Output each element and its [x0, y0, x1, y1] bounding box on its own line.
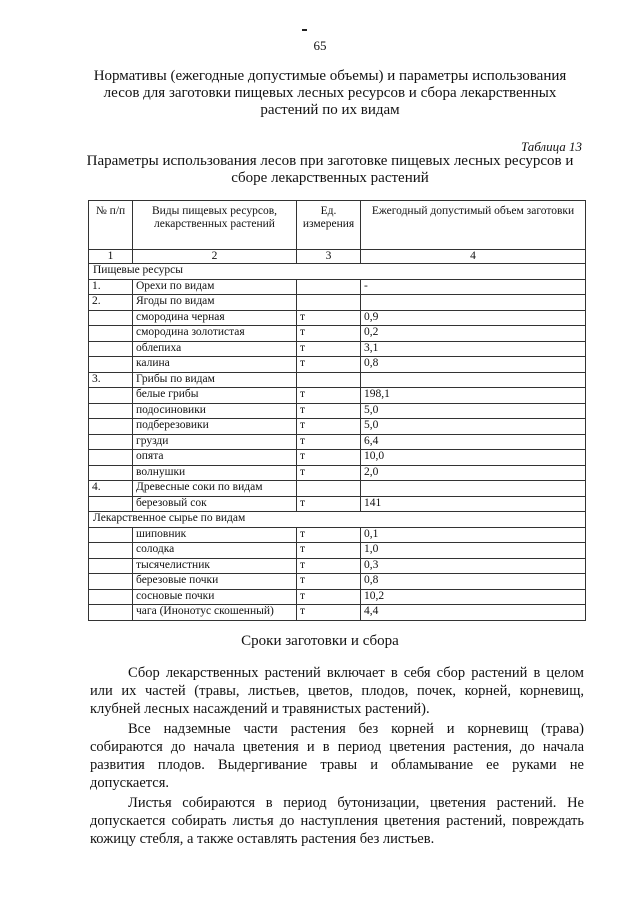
resource-name-cell: тысячелистник [133, 558, 297, 574]
resource-name-cell: березовый сок [133, 496, 297, 512]
table-row [89, 357, 586, 373]
column-number-cell: 3 [297, 250, 361, 264]
resource-name-cell: калина [133, 357, 297, 373]
section-title: Сроки заготовки и сбора [241, 633, 399, 649]
resource-name-cell: сосновые почки [133, 589, 297, 605]
resource-name-cell: солодка [133, 543, 297, 559]
resource-name-cell: облепиха [133, 341, 297, 357]
row-number-cell [89, 310, 133, 326]
table-header-row [89, 201, 586, 250]
allowed-volume-cell: 10,0 [361, 450, 586, 466]
resource-name-cell: Ягоды по видам [133, 295, 297, 311]
table-row [89, 481, 586, 497]
table-row [89, 341, 586, 357]
allowed-volume-cell: 0,3 [361, 558, 586, 574]
resource-name-cell: Орехи по видам [133, 279, 297, 295]
table-row [89, 465, 586, 481]
unit-cell: т [297, 558, 361, 574]
unit-cell: т [297, 574, 361, 590]
unit-cell [297, 279, 361, 295]
row-number-cell [89, 527, 133, 543]
unit-cell: т [297, 310, 361, 326]
table-title: Параметры использования лесов при заготовке пищевых лесных ресурсов и сборе лекарственных растений [86, 153, 574, 186]
resource-name-cell: волнушки [133, 465, 297, 481]
paragraph: Все надземные части растения без корней и корневищ (трава) собираются до начала цветения и в период цветения растения, до начала развития плодов. Выдергивание травы и обламывание ее руками не допускается. [90, 721, 584, 791]
row-number-cell [89, 589, 133, 605]
group-label: Пищевые ресурсы [89, 264, 586, 280]
row-number-cell: 1. [89, 279, 133, 295]
row-number-cell [89, 450, 133, 466]
unit-cell: т [297, 326, 361, 342]
table-row [89, 403, 586, 419]
unit-cell [297, 481, 361, 497]
header-cell: Ежегодный допустимый объем заготовки [361, 201, 586, 250]
resource-name-cell: березовые почки [133, 574, 297, 590]
allowed-volume-cell: 5,0 [361, 403, 586, 419]
table-row [89, 419, 586, 435]
table-row [89, 310, 586, 326]
table-row [89, 434, 586, 450]
allowed-volume-cell: 2,0 [361, 465, 586, 481]
paragraph: Листья собираются в период бутонизации, цветения растений. Не допускается собирать листья до наступления цветения растений, повреждать кожицу стебля, а также оставлять растения без листьев. [90, 795, 584, 847]
row-number-cell [89, 465, 133, 481]
unit-cell: т [297, 419, 361, 435]
table-row [89, 543, 586, 559]
row-number-cell [89, 558, 133, 574]
row-number-cell [89, 357, 133, 373]
unit-cell: т [297, 341, 361, 357]
resource-name-cell: подберезовики [133, 419, 297, 435]
paragraph: Сбор лекарственных растений включает в себя сбор растений в целом или их частей (травы, листьев, цветов, плодов, почек, корней, корневищ, клубней лесных насаждений и травянистых растений). [90, 665, 584, 717]
table-row [89, 496, 586, 512]
allowed-volume-cell: 5,0 [361, 419, 586, 435]
allowed-volume-cell [361, 295, 586, 311]
header-cell: Ед. измерения [297, 201, 361, 250]
row-number-cell: 2. [89, 295, 133, 311]
column-number-row [89, 250, 586, 264]
unit-cell: т [297, 543, 361, 559]
unit-cell [297, 372, 361, 388]
header-cell: Виды пищевых ресурсов, лекарственных растений [133, 201, 297, 250]
allowed-volume-cell: 3,1 [361, 341, 586, 357]
unit-cell: т [297, 357, 361, 373]
unit-cell: т [297, 450, 361, 466]
allowed-volume-cell: - [361, 279, 586, 295]
unit-cell: т [297, 388, 361, 404]
page-mark [302, 29, 307, 31]
row-number-cell: 3. [89, 372, 133, 388]
allowed-volume-cell: 1,0 [361, 543, 586, 559]
unit-cell: т [297, 605, 361, 621]
allowed-volume-cell: 0,2 [361, 326, 586, 342]
unit-cell [297, 295, 361, 311]
row-number-cell [89, 341, 133, 357]
unit-cell: т [297, 496, 361, 512]
header-cell: № п/п [89, 201, 133, 250]
table-row [89, 388, 586, 404]
resource-name-cell: смородина черная [133, 310, 297, 326]
row-number-cell [89, 496, 133, 512]
parameters-table [88, 200, 586, 621]
table-group-row [89, 512, 586, 528]
resource-name-cell: Грибы по видам [133, 372, 297, 388]
unit-cell: т [297, 403, 361, 419]
allowed-volume-cell [361, 372, 586, 388]
table-row [89, 527, 586, 543]
column-number-cell: 4 [361, 250, 586, 264]
resource-name-cell: смородина золотистая [133, 326, 297, 342]
resource-name-cell: подосиновики [133, 403, 297, 419]
document-title: Нормативы (ежегодные допустимые объемы) и параметры использования лесов для заготовки пищевых лесных ресурсов и сбора лекарственных растений по их видам [93, 68, 567, 118]
resource-name-cell: опята [133, 450, 297, 466]
unit-cell: т [297, 589, 361, 605]
row-number-cell [89, 574, 133, 590]
row-number-cell [89, 326, 133, 342]
unit-cell: т [297, 465, 361, 481]
row-number-cell [89, 605, 133, 621]
unit-cell: т [297, 434, 361, 450]
resource-name-cell: Древесные соки по видам [133, 481, 297, 497]
allowed-volume-cell: 0,8 [361, 357, 586, 373]
column-number-cell: 1 [89, 250, 133, 264]
row-number-cell [89, 419, 133, 435]
row-number-cell [89, 403, 133, 419]
table-row [89, 558, 586, 574]
resource-name-cell: грузди [133, 434, 297, 450]
column-number-cell: 2 [133, 250, 297, 264]
allowed-volume-cell: 0,9 [361, 310, 586, 326]
body-text [90, 664, 584, 850]
table-row [89, 279, 586, 295]
allowed-volume-cell: 0,1 [361, 527, 586, 543]
table-row [89, 372, 586, 388]
table-row [89, 295, 586, 311]
allowed-volume-cell: 6,4 [361, 434, 586, 450]
allowed-volume-cell [361, 481, 586, 497]
table-group-row [89, 264, 586, 280]
allowed-volume-cell: 0,8 [361, 574, 586, 590]
unit-cell: т [297, 527, 361, 543]
group-label: Лекарственное сырье по видам [89, 512, 586, 528]
allowed-volume-cell: 141 [361, 496, 586, 512]
allowed-volume-cell: 10,2 [361, 589, 586, 605]
resource-name-cell: шиповник [133, 527, 297, 543]
table-row [89, 589, 586, 605]
page-number: 65 [313, 38, 327, 53]
row-number-cell [89, 543, 133, 559]
row-number-cell [89, 388, 133, 404]
resource-name-cell: чага (Инонотус скошенный) [133, 605, 297, 621]
table-row [89, 574, 586, 590]
allowed-volume-cell: 4,4 [361, 605, 586, 621]
row-number-cell [89, 434, 133, 450]
row-number-cell: 4. [89, 481, 133, 497]
allowed-volume-cell: 198,1 [361, 388, 586, 404]
table-row [89, 326, 586, 342]
table-row [89, 605, 586, 621]
resource-name-cell: белые грибы [133, 388, 297, 404]
table-label: Таблица 13 [520, 139, 582, 154]
table-row [89, 450, 586, 466]
